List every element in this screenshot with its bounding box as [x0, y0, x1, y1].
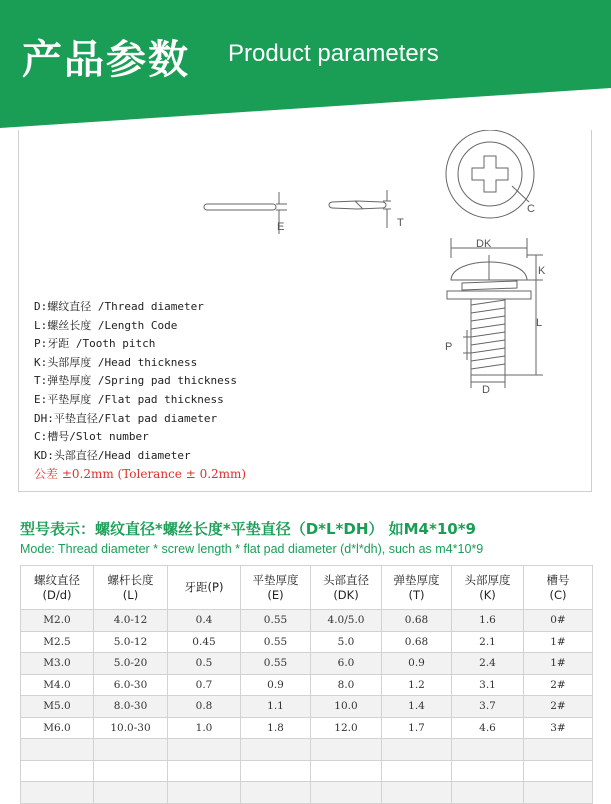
spec-table: [20, 565, 593, 804]
page-title-en: Product parameters: [228, 40, 439, 67]
header-flat-pad-thickness: 平垫厚度 (E): [241, 566, 311, 610]
table-cell: 10.0: [311, 696, 382, 718]
legend-item: KD:头部直径/Head diameter: [34, 448, 191, 462]
legend-item: D:螺纹直径 /Thread diameter: [34, 300, 204, 313]
header-pitch: 牙距(P): [168, 566, 241, 610]
table-cell: 1#: [524, 631, 593, 653]
table-cell: 3.1: [452, 674, 524, 696]
label-dk: DK: [476, 238, 492, 250]
table-cell: [524, 739, 593, 761]
table-cell: 4.0-12: [94, 610, 168, 632]
table-cell: 0.45: [168, 631, 241, 653]
table-row: [21, 610, 593, 632]
table-cell: 0.68: [382, 610, 452, 632]
table-cell: 0.5: [168, 653, 241, 675]
table-cell: 6.0-30: [94, 674, 168, 696]
table-cell: [168, 739, 241, 761]
table-cell: [21, 739, 94, 761]
legend-item: DH:平垫直径/Flat pad diameter: [34, 411, 218, 425]
table-cell: [311, 760, 382, 782]
table-cell: [382, 739, 452, 761]
table-cell: 12.0: [311, 717, 382, 739]
table-cell: [21, 760, 94, 782]
table-cell: 6.0: [311, 653, 382, 675]
table-cell: 0.9: [241, 674, 311, 696]
table-cell: 5.0-12: [94, 631, 168, 653]
model-notation-en: Mode: Thread diameter * screw length * flat pad diameter (d*l*dh), such as m4*10*9: [20, 542, 484, 556]
table-row: [21, 653, 593, 675]
table-cell: 0.68: [382, 631, 452, 653]
label-l: L: [536, 317, 543, 329]
table-cell: 5.0-20: [94, 653, 168, 675]
legend-item: P:牙距 /Tooth pitch: [34, 337, 156, 351]
table-cell: 2.1: [452, 631, 524, 653]
table-cell: [452, 760, 524, 782]
table-cell: 0.7: [168, 674, 241, 696]
table-cell: 0#: [524, 610, 593, 632]
header-banner: [0, 0, 611, 128]
table-cell: 3.7: [452, 696, 524, 718]
table-cell: 3#: [524, 717, 593, 739]
header-thread-diameter: 螺纹直径 (D/d): [21, 566, 94, 610]
table-cell: M4.0: [21, 674, 94, 696]
parameter-legend: [34, 298, 246, 484]
table-cell: 10.0-30: [94, 717, 168, 739]
header-head-diameter: 头部直径 (DK): [311, 566, 382, 610]
table-cell: M2.0: [21, 610, 94, 632]
table-cell: 2#: [524, 696, 593, 718]
table-row: [21, 760, 593, 782]
model-notation-cn: 型号表示：螺纹直径*螺丝长度*平垫直径（D*L*DH） 如M4*10*9: [20, 520, 476, 538]
legend-item: L:螺丝长度 /Length Code: [34, 318, 178, 332]
label-e: E: [277, 221, 285, 233]
flat-washer-drawing: [204, 192, 287, 234]
table-cell: 8.0: [311, 674, 382, 696]
table-body: [21, 610, 593, 804]
table-row: [21, 674, 593, 696]
header-slot-number: 槽号 (C): [524, 566, 593, 610]
label-c: C: [527, 203, 535, 215]
page-title-cn: 产品参数: [22, 37, 190, 83]
tolerance-note: 公差 ±0.2mm (Tolerance ± 0.2mm): [34, 467, 247, 482]
table-cell: [94, 739, 168, 761]
legend-item: C:槽号/Slot number: [34, 430, 149, 444]
screw-head-top-view: [446, 130, 534, 218]
table-cell: [168, 760, 241, 782]
table-cell: M2.5: [21, 631, 94, 653]
table-cell: 1#: [524, 653, 593, 675]
table-cell: 1.8: [241, 717, 311, 739]
table-cell: 1.6: [452, 610, 524, 632]
table-cell: 1.7: [382, 717, 452, 739]
table-cell: 4.0/5.0: [311, 610, 382, 632]
table-cell: 0.55: [241, 610, 311, 632]
header-screw-length: 螺杆长度 (L): [94, 566, 168, 610]
label-p: P: [445, 341, 453, 353]
table-row: [21, 631, 593, 653]
spring-washer-drawing: [329, 190, 391, 228]
table-cell: 0.9: [382, 653, 452, 675]
table-cell: 0.8: [168, 696, 241, 718]
table-cell: [94, 760, 168, 782]
table-cell: M3.0: [21, 653, 94, 675]
table-cell: 0.4: [168, 610, 241, 632]
table-row: [21, 717, 593, 739]
table-cell: [382, 760, 452, 782]
legend-item: E:平垫厚度 /Flat pad thickness: [34, 392, 224, 406]
table-row: [21, 739, 593, 761]
table-cell: 1.0: [168, 717, 241, 739]
legend-item: T:弹垫厚度 /Spring pad thickness: [34, 374, 237, 388]
table-header-row: [21, 566, 593, 610]
table-cell: 2.4: [452, 653, 524, 675]
screw-side-view: [447, 238, 543, 388]
table-cell: M6.0: [21, 717, 94, 739]
table-cell: 1.1: [241, 696, 311, 718]
header-head-thickness: 头部厚度 (K): [452, 566, 524, 610]
table-cell: [524, 760, 593, 782]
legend-item: K:头部厚度 /Head thickness: [34, 355, 198, 369]
table-cell: [311, 739, 382, 761]
label-d: D: [482, 384, 490, 396]
dimension-diagram: [18, 130, 592, 492]
table-cell: [241, 760, 311, 782]
table-cell: [241, 739, 311, 761]
table-cell: 5.0: [311, 631, 382, 653]
table-cell: 1.4: [382, 696, 452, 718]
header-spring-pad-thickness: 弹垫厚度 (T): [382, 566, 452, 610]
table-cell: 8.0-30: [94, 696, 168, 718]
table-cell: 0.55: [241, 653, 311, 675]
label-t: T: [397, 217, 404, 229]
table-cell: 0.55: [241, 631, 311, 653]
table-cell: [452, 739, 524, 761]
table-cell: 4.6: [452, 717, 524, 739]
table-cell: 2#: [524, 674, 593, 696]
label-k: K: [538, 265, 546, 277]
table-cell: 1.2: [382, 674, 452, 696]
table-row: [21, 696, 593, 718]
table-cell: M5.0: [21, 696, 94, 718]
